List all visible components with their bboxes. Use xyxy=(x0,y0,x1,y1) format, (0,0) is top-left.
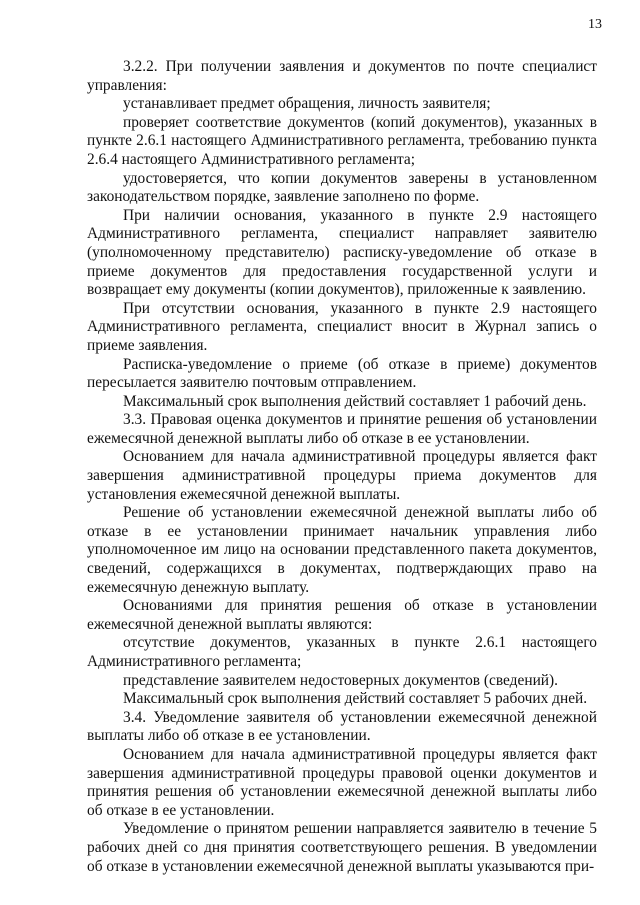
paragraph: Расписка-уведомление о приеме (об отказе в приеме) документов пересылается заявителю почтовым отправлением. xyxy=(87,355,597,392)
paragraph: представление заявителем недостоверных документов (сведений). xyxy=(123,671,559,689)
paragraph: проверяет соответствие документов (копий документов), указанных в пункте 2.6.1 настоящего Административного регламента, требованию пункта 2.6.4 настоящего Административного регламента; xyxy=(87,113,597,168)
page-number: 13 xyxy=(588,17,602,32)
paragraph: Основаниями для принятия решения об отказе в установлении ежемесячной денежной выплаты являются: xyxy=(87,597,597,633)
paragraph: Решение об установлении ежемесячной денежной выплаты либо об отказе в ее установлении принимает начальник управления либо уполномоченное им лицо на основании представленного пакета документов, сведений, содержащихся в документах, подтверждающих право на ежемесячную денежную выплату. xyxy=(87,504,597,596)
paragraph: удостоверяется, что копии документов заверены в установленном законодательством порядке, заявление заполнено по форме. xyxy=(87,169,597,206)
paragraph-3-2-2: 3.2.2. При получении заявления и документов по почте специалист управления: xyxy=(87,58,597,94)
paragraph: Основанием для начала административной процедуры является факт завершения административной процедуры правовой оценки документов и принятия решения об установлении ежемесячной денежной выплаты либо об отказе в ее установлении. xyxy=(87,745,597,819)
paragraph: Основанием для начала административной процедуры является факт завершения административной процедуры приема документов для установления ежемесячной денежной выплаты. xyxy=(87,448,597,503)
document-body xyxy=(87,58,597,876)
paragraph: При наличии основания, указанного в пункте 2.9 настоящего Административного регламента, специалист направляет заявителю (уполномоченному представителю) расписку-уведомление об отказе в приеме документов для предоставления государственной услуги и возвращает ему документы (копии документов), приложенные к заявлению. xyxy=(87,206,597,299)
paragraph: Максимальный срок выполнения действий составляет 5 рабочих дней. xyxy=(123,690,588,708)
section-heading-3-4: 3.4. Уведомление заявителя об установлении ежемесячной денежной выплаты либо об отказе в ее установлении. xyxy=(87,708,597,745)
paragraph: Уведомление о принятом решении направляется заявителю в течение 5 рабочих дней со дня принятия соответствующего решения. В уведомлении об отказе в установлении ежемесячной денежной выплаты указываются при- xyxy=(87,820,597,875)
paragraph: отсутствие документов, указанных в пункте 2.6.1 настоящего Административного регламента; xyxy=(87,634,597,670)
section-heading-3-3: 3.3. Правовая оценка документов и принятие решения об установлении ежемесячной денежной выплаты либо об отказе в ее установлении. xyxy=(87,411,597,447)
paragraph: При отсутствии основания, указанного в пункте 2.9 настоящего Административного регламента, специалист вносит в Журнал запись о приеме заявления. xyxy=(87,299,597,354)
paragraph: Максимальный срок выполнения действий составляет 1 рабочий день. xyxy=(123,392,587,410)
paragraph: устанавливает предмет обращения, личность заявителя; xyxy=(123,95,491,113)
